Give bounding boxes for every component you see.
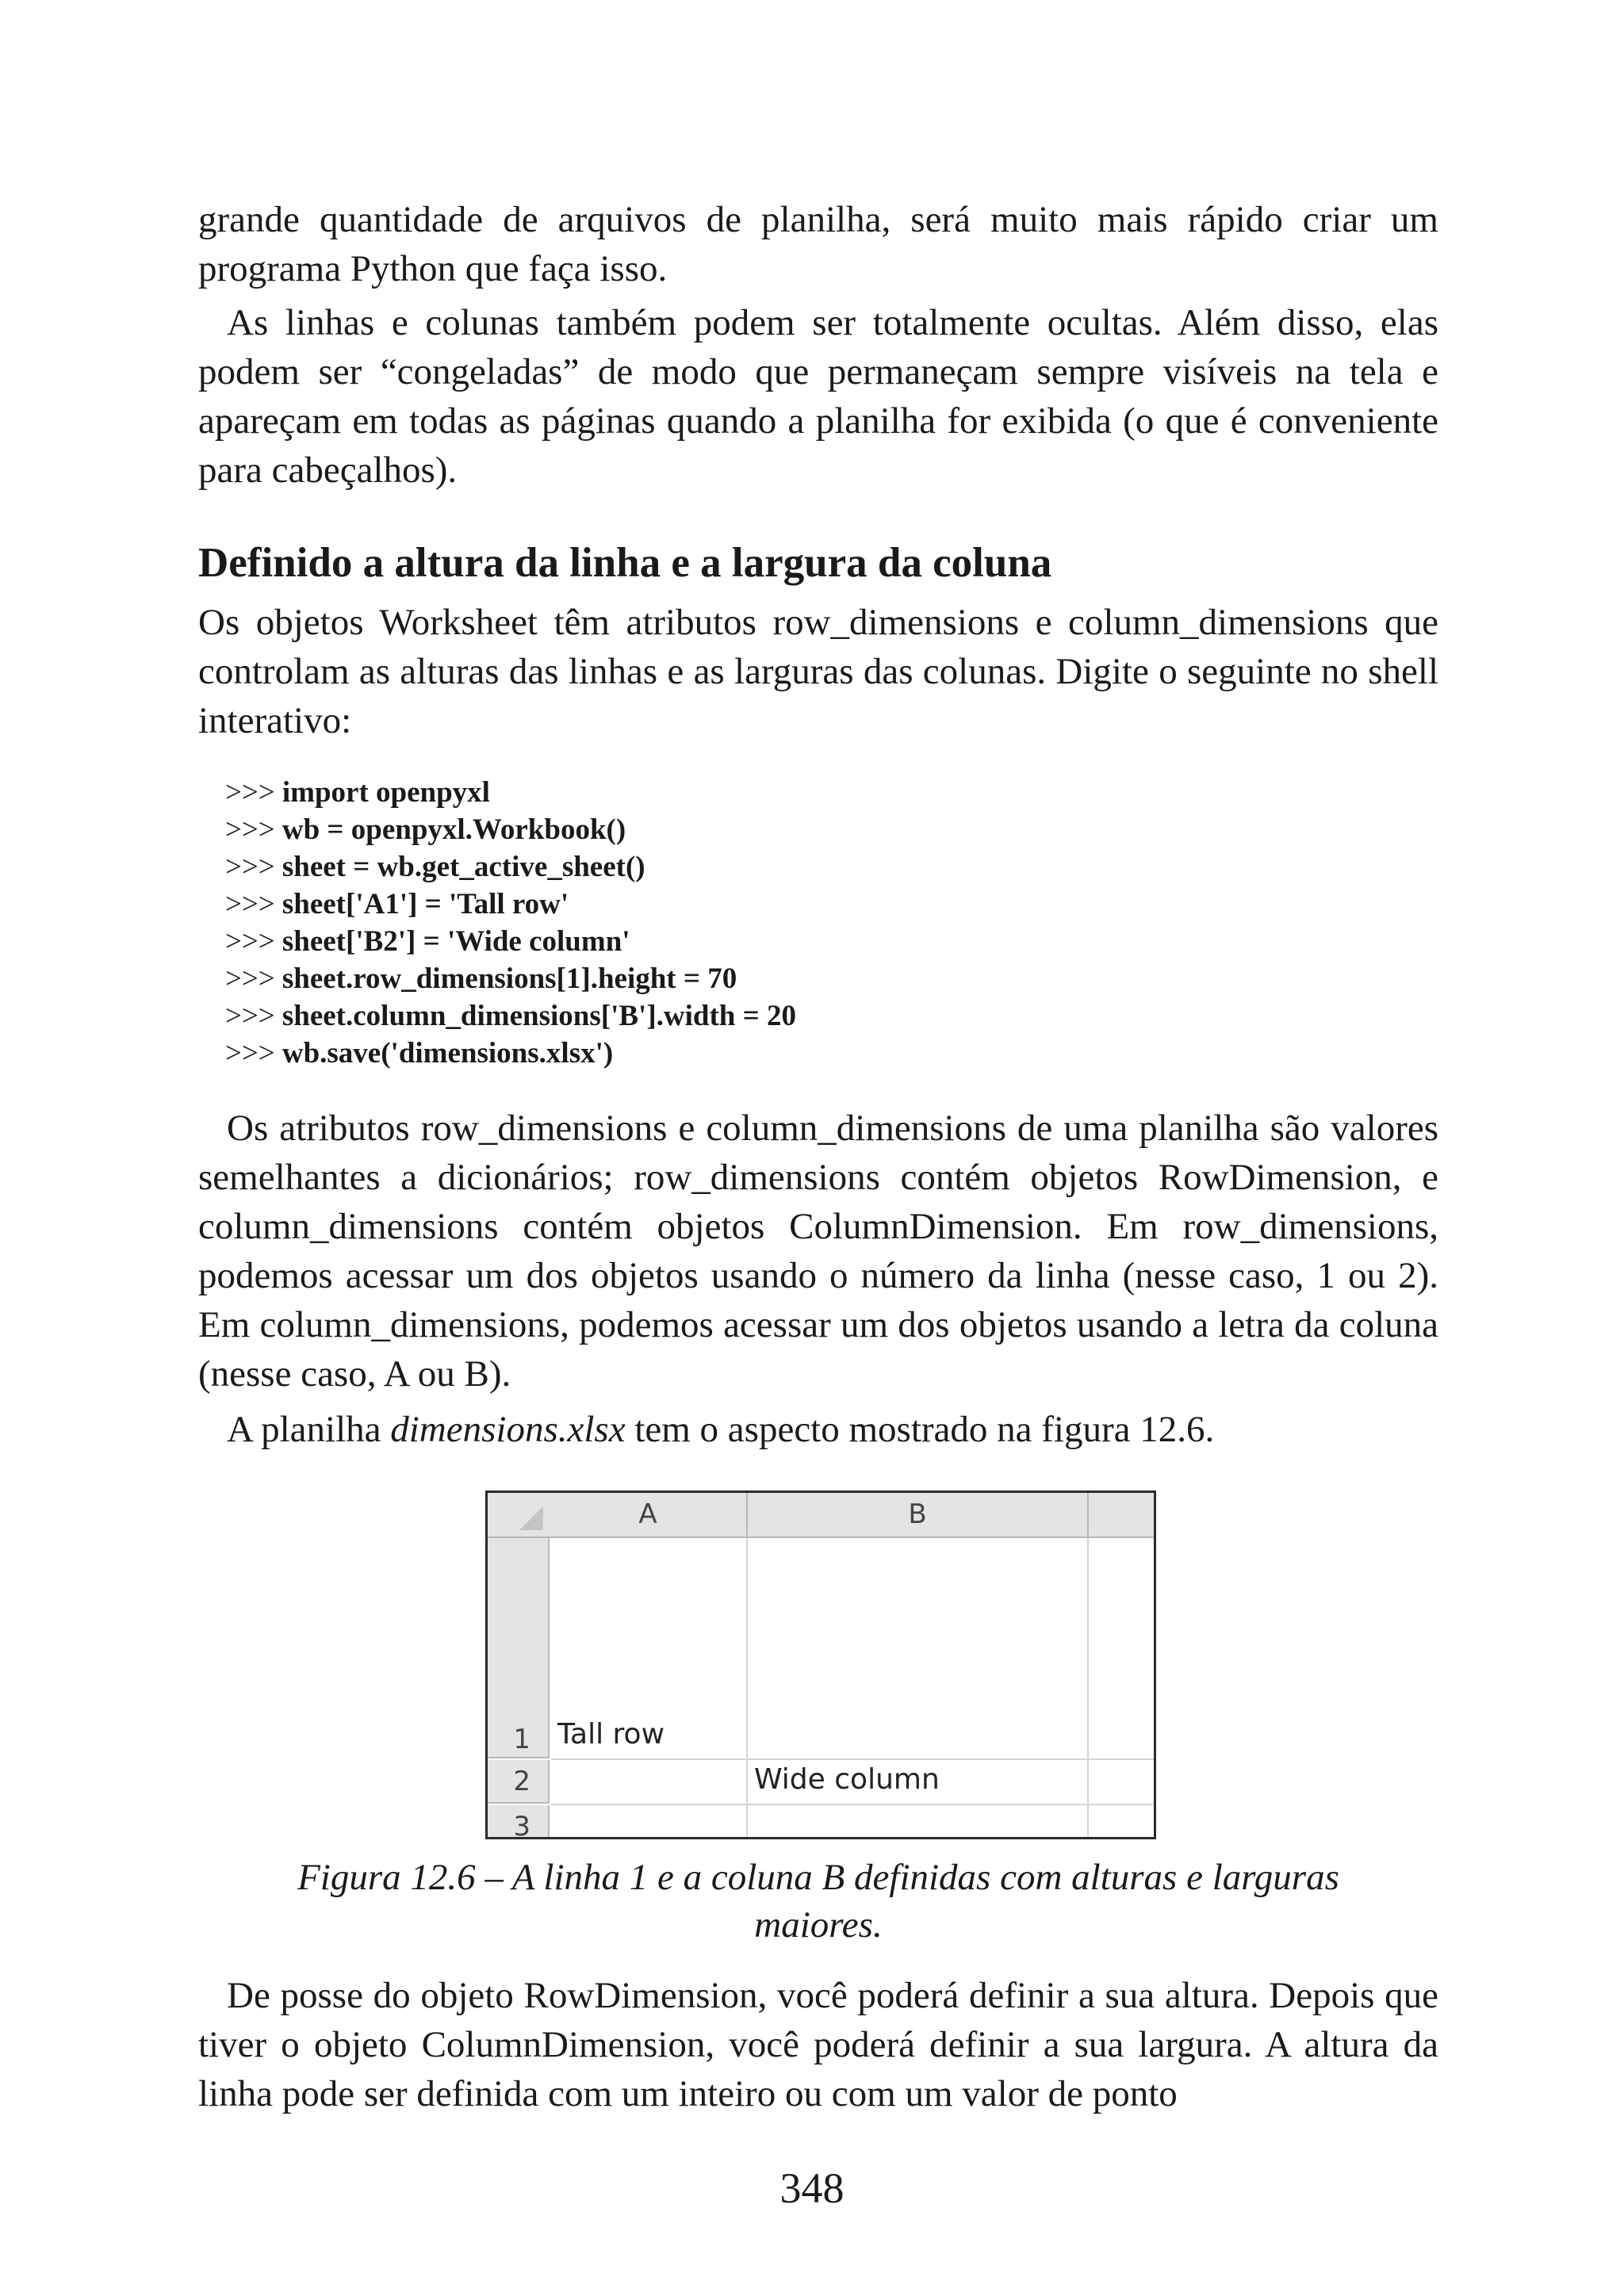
gridline xyxy=(551,1758,1154,1760)
caption-line: Figura 12.6 – A linha 1 e a coluna B definidas com alturas e larguras xyxy=(297,1857,1339,1898)
code-command: sheet.row_dimensions[1].height = 70 xyxy=(282,962,737,995)
shell-prompt: >>> xyxy=(225,962,275,995)
paragraph-row-dimension: De posse do objeto RowDimension, você poderá definir a sua altura. Depois que tiver o objeto ColumnDimension, você poderá definir a sua largura. A altura da linha pode ser definida com um inteiro ou com um valor de ponto xyxy=(198,1975,1438,2114)
shell-prompt: >>> xyxy=(225,925,275,958)
row-header-2: 2 xyxy=(488,1760,550,1804)
code-command: wb.save('dimensions.xlsx') xyxy=(282,1037,614,1070)
paragraph-figure-reference xyxy=(198,1405,1438,1454)
code-command: sheet['B2'] = 'Wide column' xyxy=(282,925,630,958)
code-command: import openpyxl xyxy=(282,776,490,809)
row-header-3: 3 xyxy=(488,1805,550,1839)
code-line xyxy=(225,774,1438,811)
code-command: wb = openpyxl.Workbook() xyxy=(282,813,626,846)
select-all-corner xyxy=(488,1493,551,1538)
column-header-a: A xyxy=(550,1493,748,1538)
section-heading: Definido a altura da linha e a largura da coluna xyxy=(198,540,1052,586)
paragraph-dimensions-explained: Os atributos row_dimensions e column_dimensions de uma planilha são valores semelhantes a dicionários; row_dimensions contém objetos RowDimension, e column_dimensions contém objetos ColumnDimension. Em row_dimensions, podemos acessar um dos objetos usando o número da linha (nesse caso, 1 ou 2). Em column_dimensions, podemos acessar um dos objetos usando a letra da coluna (nesse caso, A ou B). xyxy=(198,1108,1438,1395)
gridline xyxy=(551,1804,1154,1805)
cell-b2: Wide column xyxy=(754,1763,940,1796)
code-block xyxy=(225,774,1438,1072)
gridline xyxy=(746,1538,748,1839)
cell-a1: Tall row xyxy=(557,1718,665,1751)
paragraph-hidden-rows: As linhas e colunas também podem ser totalmente ocultas. Além disso, elas podem ser “congeladas” de modo que permaneçam sempre visíveis na tela e apareçam em todas as páginas quando a planilha for exibida (o que é conveniente para cabeçalhos). xyxy=(198,302,1438,491)
select-all-triangle-icon xyxy=(519,1506,543,1530)
shell-prompt: >>> xyxy=(225,1000,275,1032)
code-line xyxy=(225,960,1438,997)
code-command: sheet.column_dimensions['B'].width = 20 xyxy=(282,1000,796,1032)
code-line xyxy=(225,923,1438,960)
code-line xyxy=(225,1035,1438,1072)
spreadsheet-figure xyxy=(485,1490,1156,1839)
shell-prompt: >>> xyxy=(225,851,275,883)
code-command: sheet['A1'] = 'Tall row' xyxy=(282,888,569,920)
figure-reference-text: A planilha xyxy=(227,1409,391,1450)
code-command: sheet = wb.get_active_sheet() xyxy=(282,851,645,883)
figure-caption xyxy=(198,1854,1438,1949)
figure-reference-text: tem o aspecto mostrado na figura 12.6. xyxy=(625,1409,1215,1450)
code-line xyxy=(225,811,1438,848)
gridline xyxy=(1087,1538,1089,1839)
column-header-b: B xyxy=(748,1493,1089,1538)
shell-prompt: >>> xyxy=(225,888,275,920)
row-header-1: 1 xyxy=(488,1538,550,1758)
column-header-c xyxy=(1089,1493,1154,1538)
code-line xyxy=(225,997,1438,1035)
code-line xyxy=(225,848,1438,886)
paragraph-continuation: grande quantidade de arquivos de planilha, será muito mais rápido criar um programa Python que faça isso. xyxy=(198,199,1438,289)
filename: dimensions.xlsx xyxy=(390,1409,626,1450)
shell-prompt: >>> xyxy=(225,776,275,809)
shell-prompt: >>> xyxy=(225,813,275,846)
page-content xyxy=(198,190,1438,2118)
page-number: 348 xyxy=(779,2164,845,2212)
shell-prompt: >>> xyxy=(225,1037,275,1070)
section-intro: Os objetos Worksheet têm atributos row_dimensions e column_dimensions que controlam as alturas das linhas e as larguras das colunas. Digite o seguinte no shell interativo: xyxy=(198,602,1438,741)
code-line xyxy=(225,886,1438,923)
caption-line: maiores. xyxy=(754,1904,883,1946)
